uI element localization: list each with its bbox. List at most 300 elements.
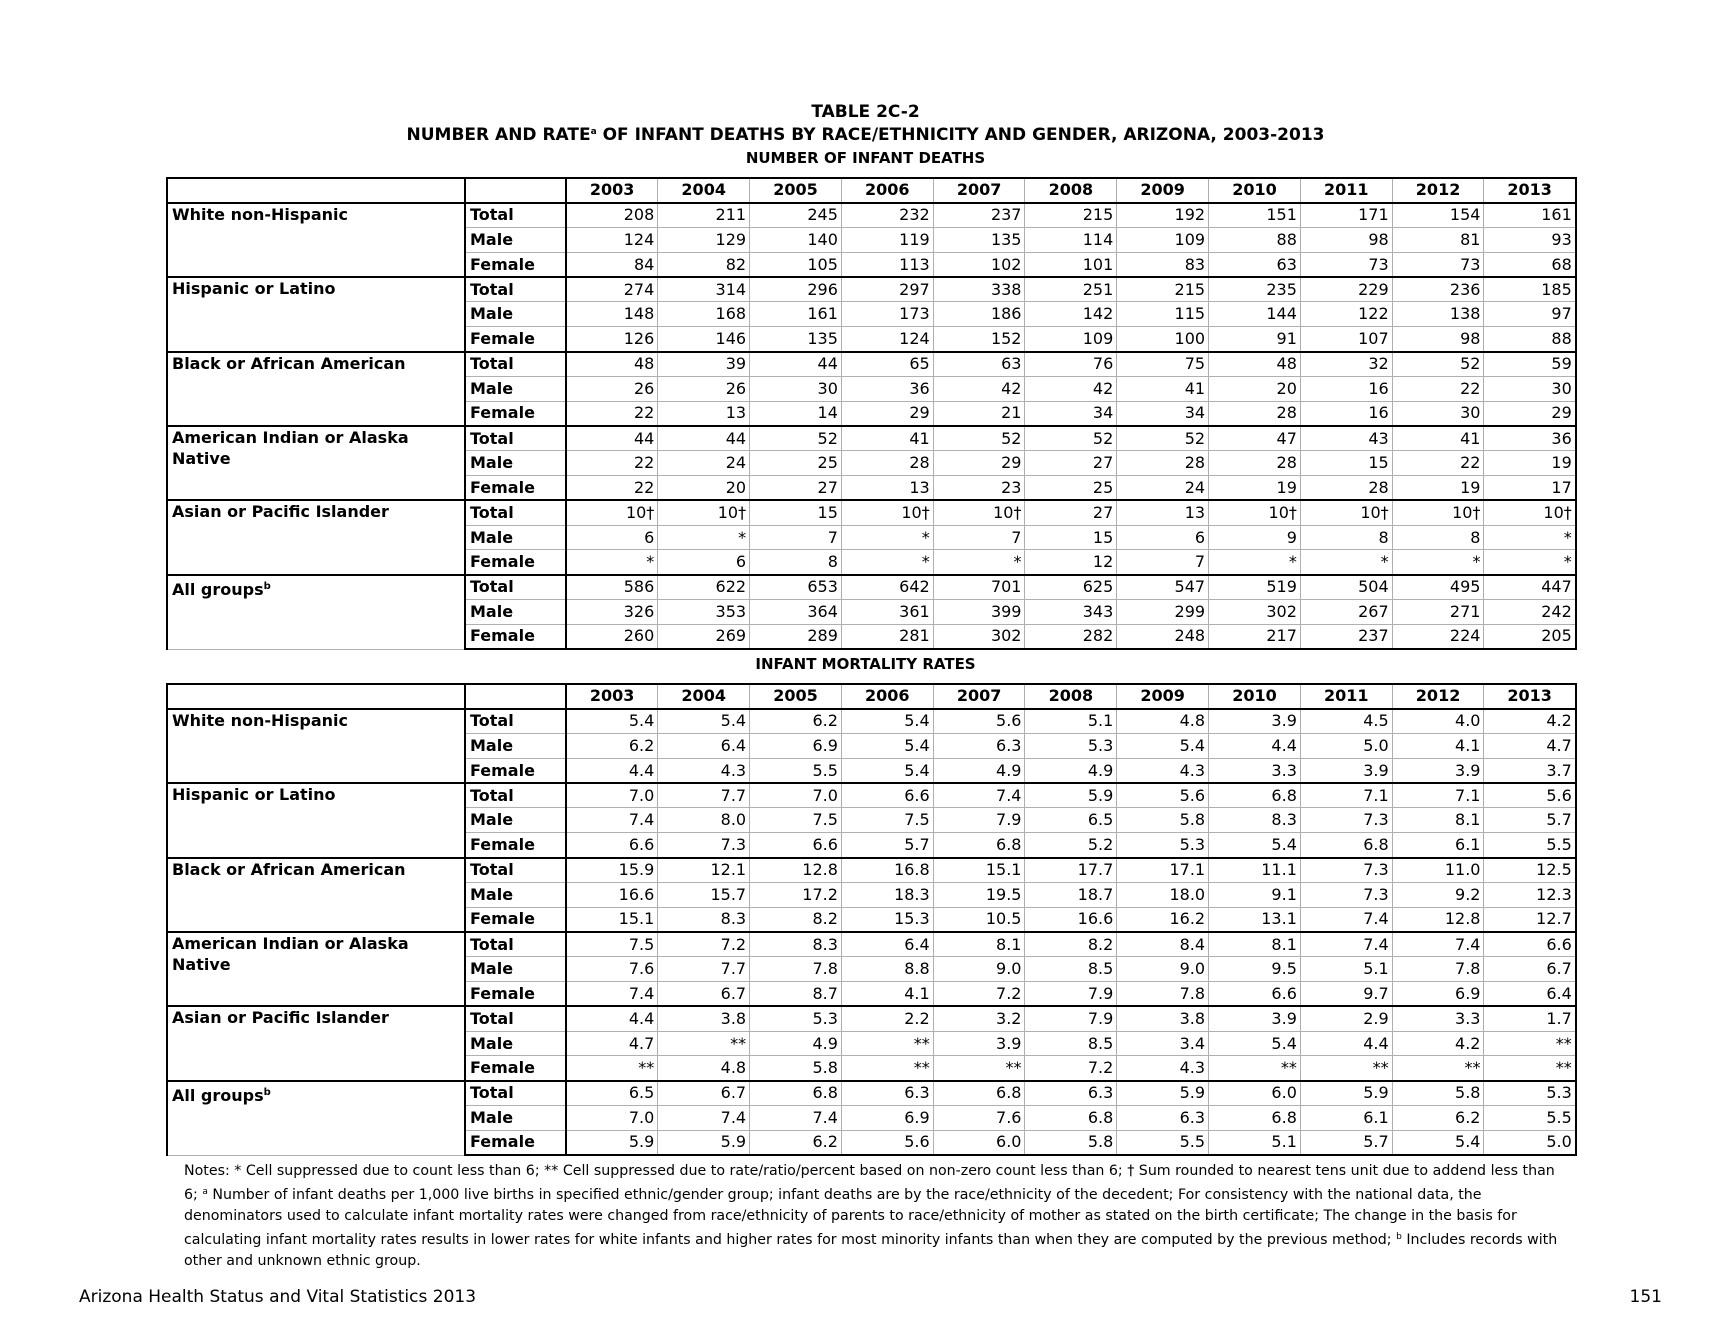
gender-label: Female (465, 982, 566, 1007)
value-cell: 5.6 (1484, 783, 1576, 808)
table-row (167, 277, 1576, 302)
value-cell: 289 (750, 624, 842, 649)
value-cell: * (1209, 550, 1301, 575)
value-cell: * (1392, 550, 1484, 575)
value-cell: 6.0 (1209, 1081, 1301, 1106)
header-corner-gender (465, 178, 566, 203)
value-cell: 15 (1300, 451, 1392, 476)
value-cell: 9.2 (1392, 882, 1484, 907)
value-cell: 98 (1300, 228, 1392, 253)
table-row (167, 203, 1576, 228)
value-cell: 269 (658, 624, 750, 649)
value-cell: 4.3 (1117, 1056, 1209, 1081)
value-cell: 6.9 (1392, 982, 1484, 1007)
value-cell: 88 (1484, 327, 1576, 352)
value-cell: 5.4 (841, 758, 933, 783)
value-cell: 135 (933, 228, 1025, 253)
value-cell: 701 (933, 575, 1025, 600)
value-cell: 28 (1209, 451, 1301, 476)
group-label (167, 783, 465, 857)
value-cell: 4.2 (1392, 1031, 1484, 1056)
value-cell: 4.8 (658, 1056, 750, 1081)
value-cell: 4.7 (566, 1031, 658, 1056)
value-cell: 237 (1300, 624, 1392, 649)
value-cell: 8.3 (1209, 808, 1301, 833)
value-cell: 8.2 (750, 907, 842, 932)
value-cell: 6.8 (750, 1081, 842, 1106)
value-cell: 7.1 (1300, 783, 1392, 808)
value-cell: 24 (658, 451, 750, 476)
value-cell: 41 (841, 426, 933, 451)
value-cell: 109 (1025, 327, 1117, 352)
value-cell: * (566, 550, 658, 575)
value-cell: 4.5 (1300, 709, 1392, 734)
gender-label: Female (465, 401, 566, 426)
value-cell: 9.0 (1117, 957, 1209, 982)
value-cell: 26 (566, 376, 658, 401)
value-cell: 7.2 (933, 982, 1025, 1007)
value-cell: 6.8 (1209, 783, 1301, 808)
value-cell: 495 (1392, 575, 1484, 600)
subtitle-after: OF INFANT DEATHS BY RACE/ETHNICITY AND GENDER, ARIZONA, 2003-2013 (596, 125, 1325, 145)
year-header: 2009 (1117, 178, 1209, 203)
table-title: TABLE 2C-2 (811, 102, 920, 122)
value-cell: * (841, 525, 933, 550)
value-cell: 232 (841, 203, 933, 228)
value-cell: 7 (933, 525, 1025, 550)
value-cell: 124 (566, 228, 658, 253)
value-cell: * (658, 525, 750, 550)
value-cell: 142 (1025, 302, 1117, 327)
group-label (167, 932, 465, 1006)
value-cell: 302 (1209, 600, 1301, 625)
group-label (167, 203, 465, 277)
value-cell: 7 (750, 525, 842, 550)
value-cell: 41 (1117, 376, 1209, 401)
group-label (167, 352, 465, 426)
value-cell: 5.1 (1209, 1130, 1301, 1155)
gender-label: Total (465, 203, 566, 228)
year-header: 2003 (566, 684, 658, 709)
value-cell: 7.0 (750, 783, 842, 808)
value-cell: 185 (1484, 277, 1576, 302)
value-cell: 140 (750, 228, 842, 253)
value-cell: 4.1 (841, 982, 933, 1007)
value-cell: 5.7 (1484, 808, 1576, 833)
notes-part2: Number of infant deaths per 1,000 live births in specified ethnic/gender group; infant deaths are by the race/ethnicity of the decedent; For consistency with the national data, the denominators used to calculate infant mortality rates were changed from race/ethnicity of parents to race/ethnicity of mother as stated on the birth certificate; The change in the basis for calculating infant mortality rates results in lower rates for white infants and higher rates for most minority infants than when they are computed by the previous method; (184, 1187, 1517, 1248)
gender-label: Total (465, 277, 566, 302)
value-cell: 22 (566, 401, 658, 426)
value-cell: 4.4 (566, 758, 658, 783)
value-cell: 6.6 (1209, 982, 1301, 1007)
group-name: Black or African American (172, 859, 406, 879)
value-cell: ** (1300, 1056, 1392, 1081)
section-title-rates: INFANT MORTALITY RATES (755, 655, 976, 673)
value-cell: 192 (1117, 203, 1209, 228)
notes-footnote-b: b (1396, 1232, 1402, 1242)
value-cell: 24 (1117, 476, 1209, 501)
value-cell: 3.9 (1300, 758, 1392, 783)
value-cell: * (1484, 525, 1576, 550)
value-cell: 625 (1025, 575, 1117, 600)
value-cell: 36 (1484, 426, 1576, 451)
value-cell: 83 (1117, 252, 1209, 277)
value-cell: 6.2 (750, 1130, 842, 1155)
value-cell: 135 (750, 327, 842, 352)
value-cell: 76 (1025, 352, 1117, 377)
value-cell: 20 (1209, 376, 1301, 401)
gender-label: Total (465, 783, 566, 808)
value-cell: 281 (841, 624, 933, 649)
value-cell: 364 (750, 600, 842, 625)
value-cell: 10† (566, 500, 658, 525)
value-cell: 73 (1392, 252, 1484, 277)
value-cell: 8.5 (1025, 957, 1117, 982)
gender-label: Male (465, 525, 566, 550)
value-cell: 267 (1300, 600, 1392, 625)
value-cell: 5.1 (1025, 709, 1117, 734)
value-cell: 81 (1392, 228, 1484, 253)
group-label (167, 277, 465, 351)
value-cell: 16.6 (566, 882, 658, 907)
value-cell: 8.8 (841, 957, 933, 982)
value-cell: 12.7 (1484, 907, 1576, 932)
header-corner-gender (465, 684, 566, 709)
value-cell: 7.4 (658, 1106, 750, 1131)
value-cell: 1.7 (1484, 1006, 1576, 1031)
header-corner-group (167, 684, 465, 709)
value-cell: 5.8 (1025, 1130, 1117, 1155)
gender-label: Total (465, 426, 566, 451)
value-cell: 6.1 (1392, 833, 1484, 858)
value-cell: 5.9 (1300, 1081, 1392, 1106)
value-cell: 5.9 (566, 1130, 658, 1155)
value-cell: 97 (1484, 302, 1576, 327)
value-cell: 30 (750, 376, 842, 401)
value-cell: 6.8 (933, 833, 1025, 858)
value-cell: 7.8 (1392, 957, 1484, 982)
value-cell: 28 (841, 451, 933, 476)
subtitle-before: NUMBER AND RATE (406, 125, 591, 145)
value-cell: 4.8 (1117, 709, 1209, 734)
value-cell: 361 (841, 600, 933, 625)
group-label (167, 500, 465, 574)
value-cell: 21 (933, 401, 1025, 426)
table-row (167, 783, 1576, 808)
value-cell: 39 (658, 352, 750, 377)
value-cell: 8.1 (1392, 808, 1484, 833)
value-cell: 7.3 (658, 833, 750, 858)
value-cell: 299 (1117, 600, 1209, 625)
value-cell: 19 (1392, 476, 1484, 501)
value-cell: 5.5 (750, 758, 842, 783)
value-cell: 504 (1300, 575, 1392, 600)
value-cell: 7.4 (566, 982, 658, 1007)
value-cell: 15.9 (566, 858, 658, 883)
value-cell: 19.5 (933, 882, 1025, 907)
value-cell: 6.5 (1025, 808, 1117, 833)
value-cell: 30 (1484, 376, 1576, 401)
value-cell: 3.3 (1392, 1006, 1484, 1031)
value-cell: 3.9 (1392, 758, 1484, 783)
value-cell: 2.9 (1300, 1006, 1392, 1031)
table-row (167, 858, 1576, 883)
gender-label: Male (465, 1031, 566, 1056)
value-cell: 10† (1484, 500, 1576, 525)
table-subtitle (0, 125, 1731, 145)
value-cell: 7.0 (566, 783, 658, 808)
group-label (167, 1081, 465, 1155)
group-name: Asian or Pacific Islander (172, 502, 389, 522)
value-cell: 17.1 (1117, 858, 1209, 883)
value-cell: 296 (750, 277, 842, 302)
value-cell: 48 (1209, 352, 1301, 377)
value-cell: 109 (1117, 228, 1209, 253)
gender-label: Male (465, 882, 566, 907)
group-name: American Indian or Alaska Native (172, 933, 409, 974)
value-cell: 8.1 (1209, 932, 1301, 957)
value-cell: 6.3 (1025, 1081, 1117, 1106)
value-cell: 8.5 (1025, 1031, 1117, 1056)
value-cell: 314 (658, 277, 750, 302)
value-cell: 7 (1117, 550, 1209, 575)
value-cell: 3.2 (933, 1006, 1025, 1031)
gender-label: Female (465, 1056, 566, 1081)
value-cell: 586 (566, 575, 658, 600)
value-cell: ** (1484, 1056, 1576, 1081)
value-cell: 3.8 (658, 1006, 750, 1031)
value-cell: 8.3 (658, 907, 750, 932)
value-cell: 215 (1025, 203, 1117, 228)
gender-label: Total (465, 709, 566, 734)
value-cell: 161 (750, 302, 842, 327)
value-cell: 6.7 (1484, 957, 1576, 982)
infant-deaths-table (166, 177, 1577, 650)
value-cell: 63 (933, 352, 1025, 377)
value-cell: 28 (1117, 451, 1209, 476)
value-cell: ** (1209, 1056, 1301, 1081)
value-cell: 186 (933, 302, 1025, 327)
year-header: 2007 (933, 684, 1025, 709)
value-cell: 7.6 (566, 957, 658, 982)
gender-label: Total (465, 1081, 566, 1106)
value-cell: 5.0 (1484, 1130, 1576, 1155)
value-cell: ** (658, 1031, 750, 1056)
value-cell: 12.1 (658, 858, 750, 883)
gender-label: Male (465, 302, 566, 327)
year-header: 2005 (750, 684, 842, 709)
value-cell: 8.3 (750, 932, 842, 957)
gender-label: Total (465, 575, 566, 600)
value-cell: 122 (1300, 302, 1392, 327)
value-cell: 5.5 (1117, 1130, 1209, 1155)
value-cell: 98 (1392, 327, 1484, 352)
value-cell: 138 (1392, 302, 1484, 327)
gender-label: Total (465, 932, 566, 957)
value-cell: 13 (841, 476, 933, 501)
value-cell: 5.9 (658, 1130, 750, 1155)
value-cell: 6.9 (841, 1106, 933, 1131)
value-cell: 6.1 (1300, 1106, 1392, 1131)
year-header: 2007 (933, 178, 1025, 203)
value-cell: 297 (841, 277, 933, 302)
value-cell: 12 (1025, 550, 1117, 575)
gender-label: Female (465, 476, 566, 501)
gender-label: Female (465, 907, 566, 932)
gender-label: Female (465, 550, 566, 575)
value-cell: 13 (1117, 500, 1209, 525)
value-cell: 6.7 (658, 1081, 750, 1106)
value-cell: 107 (1300, 327, 1392, 352)
value-cell: 7.9 (1025, 982, 1117, 1007)
value-cell: 10† (841, 500, 933, 525)
value-cell: 41 (1392, 426, 1484, 451)
value-cell: 144 (1209, 302, 1301, 327)
value-cell: 23 (933, 476, 1025, 501)
value-cell: 25 (1025, 476, 1117, 501)
section-title-deaths: NUMBER OF INFANT DEATHS (745, 149, 986, 167)
group-name: Hispanic or Latino (172, 279, 336, 299)
value-cell: 6.5 (566, 1081, 658, 1106)
value-cell: 4.4 (566, 1006, 658, 1031)
group-footnote-mark: b (263, 1086, 271, 1098)
value-cell: 148 (566, 302, 658, 327)
value-cell: 100 (1117, 327, 1209, 352)
value-cell: 105 (750, 252, 842, 277)
value-cell: 10† (1392, 500, 1484, 525)
value-cell: 10† (933, 500, 1025, 525)
value-cell: 6.8 (1025, 1106, 1117, 1131)
value-cell: 18.7 (1025, 882, 1117, 907)
year-header: 2004 (658, 178, 750, 203)
table-row (167, 426, 1576, 451)
value-cell: 326 (566, 600, 658, 625)
header-corner-group (167, 178, 465, 203)
value-cell: 2.2 (841, 1006, 933, 1031)
group-name: American Indian or Alaska Native (172, 427, 409, 468)
year-header: 2004 (658, 684, 750, 709)
value-cell: 88 (1209, 228, 1301, 253)
value-cell: 11.0 (1392, 858, 1484, 883)
value-cell: 52 (750, 426, 842, 451)
value-cell: 338 (933, 277, 1025, 302)
table-row (167, 575, 1576, 600)
value-cell: 6.2 (1392, 1106, 1484, 1131)
value-cell: 4.3 (658, 758, 750, 783)
value-cell: 5.0 (1300, 734, 1392, 759)
value-cell: 4.9 (1025, 758, 1117, 783)
value-cell: 5.2 (1025, 833, 1117, 858)
value-cell: 6.4 (1484, 982, 1576, 1007)
header-row (167, 178, 1576, 203)
value-cell: 6.0 (933, 1130, 1025, 1155)
value-cell: 29 (1484, 401, 1576, 426)
value-cell: 63 (1209, 252, 1301, 277)
value-cell: 154 (1392, 203, 1484, 228)
value-cell: 44 (750, 352, 842, 377)
year-header: 2012 (1392, 684, 1484, 709)
group-label (167, 709, 465, 783)
value-cell: 27 (750, 476, 842, 501)
year-header: 2012 (1392, 178, 1484, 203)
value-cell: 447 (1484, 575, 1576, 600)
value-cell: 5.9 (1117, 1081, 1209, 1106)
value-cell: 9.7 (1300, 982, 1392, 1007)
value-cell: 5.4 (658, 709, 750, 734)
group-footnote-mark: b (263, 580, 271, 592)
group-label (167, 858, 465, 932)
value-cell: ** (933, 1056, 1025, 1081)
value-cell: 15.1 (933, 858, 1025, 883)
value-cell: 7.5 (750, 808, 842, 833)
value-cell: 8.4 (1117, 932, 1209, 957)
value-cell: 237 (933, 203, 1025, 228)
value-cell: 5.4 (841, 734, 933, 759)
value-cell: 10† (658, 500, 750, 525)
value-cell: 5.4 (1209, 1031, 1301, 1056)
value-cell: 4.1 (1392, 734, 1484, 759)
value-cell: 65 (841, 352, 933, 377)
value-cell: 302 (933, 624, 1025, 649)
value-cell: 217 (1209, 624, 1301, 649)
value-cell: 7.4 (750, 1106, 842, 1131)
value-cell: 42 (1025, 376, 1117, 401)
value-cell: 7.3 (1300, 858, 1392, 883)
value-cell: 10.5 (933, 907, 1025, 932)
value-cell: 5.4 (1209, 833, 1301, 858)
value-cell: 168 (658, 302, 750, 327)
gender-label: Total (465, 352, 566, 377)
value-cell: 7.3 (1300, 882, 1392, 907)
value-cell: 5.4 (841, 709, 933, 734)
gender-label: Female (465, 252, 566, 277)
infant-mortality-rates-table (166, 683, 1577, 1156)
value-cell: 5.6 (841, 1130, 933, 1155)
value-cell: 16 (1300, 401, 1392, 426)
value-cell: ** (841, 1031, 933, 1056)
value-cell: 271 (1392, 600, 1484, 625)
value-cell: 29 (841, 401, 933, 426)
group-name: White non-Hispanic (172, 710, 349, 730)
value-cell: 93 (1484, 228, 1576, 253)
gender-label: Male (465, 376, 566, 401)
value-cell: 102 (933, 252, 1025, 277)
value-cell: 115 (1117, 302, 1209, 327)
gender-label: Total (465, 500, 566, 525)
group-label (167, 575, 465, 649)
value-cell: 124 (841, 327, 933, 352)
group-name: Hispanic or Latino (172, 785, 336, 805)
value-cell: 215 (1117, 277, 1209, 302)
value-cell: 22 (566, 476, 658, 501)
year-header: 2006 (841, 684, 933, 709)
year-header: 2013 (1484, 178, 1576, 203)
value-cell: 59 (1484, 352, 1576, 377)
gender-label: Male (465, 1106, 566, 1131)
value-cell: 34 (1117, 401, 1209, 426)
value-cell: 10† (1209, 500, 1301, 525)
value-cell: 6.3 (841, 1081, 933, 1106)
value-cell: 29 (933, 451, 1025, 476)
year-header: 2010 (1209, 178, 1301, 203)
year-header: 2011 (1300, 684, 1392, 709)
value-cell: 114 (1025, 228, 1117, 253)
gender-label: Female (465, 624, 566, 649)
year-header: 2013 (1484, 684, 1576, 709)
value-cell: 91 (1209, 327, 1301, 352)
value-cell: 235 (1209, 277, 1301, 302)
value-cell: 6 (658, 550, 750, 575)
